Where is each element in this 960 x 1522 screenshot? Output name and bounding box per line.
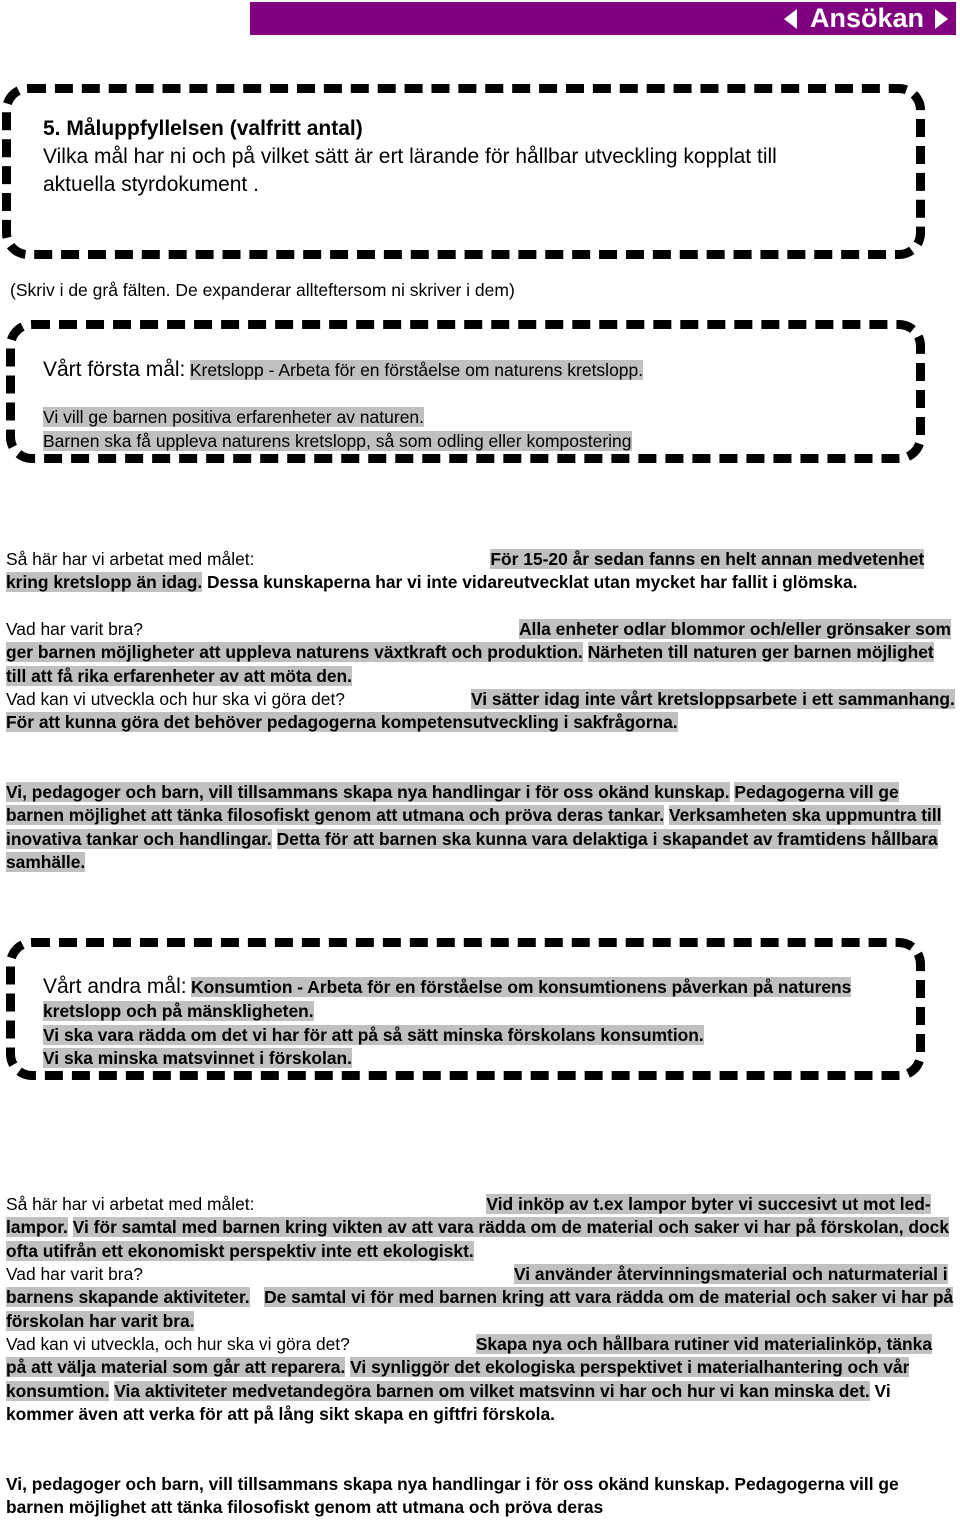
goal2-develop-label: Vad kan vi utveckla, och hur ska vi göra det? bbox=[6, 1334, 350, 1354]
goal1-closing-field1[interactable]: Vi, pedagoger och barn, vill tillsammans skapa nya handlingar i för oss okänd kunskap. bbox=[6, 782, 730, 802]
goal1-how-text2: Dessa kunskaperna har vi inte vidareutvecklat utan mycket har fallit i glömska. bbox=[207, 572, 858, 593]
goal1-title-field[interactable]: Kretslopp - Arbeta för en förståelse om naturens kretslopp. bbox=[189, 360, 644, 380]
goal2-how-field2[interactable]: Vi för samtal med barnen kring vikten av att vara rädda om de material och saker vi har på förskolan, dock ofta utifrån ett ekonomiskt perspektiv inte ett ekologiskt. bbox=[6, 1217, 950, 1261]
goal2-how-paragraph bbox=[6, 1193, 956, 1263]
goal2-line2-row bbox=[43, 1025, 704, 1046]
goal1-title-line bbox=[43, 358, 643, 382]
goal2-good-field2[interactable]: De samtal vi för med barnen kring att vara rädda om de material och saker vi har på förskolan har varit bra. bbox=[6, 1287, 954, 1331]
goal2-how-label: Så här har vi arbetat med målet: bbox=[6, 1194, 255, 1214]
arrow-right-icon[interactable] bbox=[935, 9, 948, 29]
goal2-good-field[interactable]: Vi använder återvinningsmaterial och naturmaterial i barnens skapande aktiviteter. bbox=[6, 1264, 948, 1308]
goal2-title-field[interactable]: Konsumtion - Arbeta för en förståelse om konsumtionens påverkan på naturens kretslopp och på mänskligheten. bbox=[43, 977, 852, 1022]
goal1-develop-field[interactable]: Vi sätter idag inte vårt kretsloppsarbete i ett sammanhang. bbox=[470, 689, 955, 709]
goal1-line2-row bbox=[43, 407, 424, 428]
section-question-line2: aktuella styrdokument . bbox=[43, 173, 259, 196]
goal1-develop-paragraph bbox=[6, 688, 956, 735]
goal1-good-paragraph bbox=[6, 618, 956, 688]
goal2-line3-field[interactable]: Vi ska minska matsvinnet i förskolan. bbox=[43, 1048, 352, 1068]
goal1-label: Vårt första mål: bbox=[43, 358, 186, 381]
goal1-good-field2[interactable]: Närheten till naturen ger barnen möjlighet till att få rika erfarenheter av att möta den. bbox=[6, 642, 934, 686]
goal1-line3-row bbox=[43, 431, 632, 452]
goal2-good-label: Vad har varit bra? bbox=[6, 1264, 143, 1284]
instruction-text: (Skriv i de grå fälten. De expanderar allteftersom ni skriver i dem) bbox=[10, 280, 515, 300]
goal2-closing-text2: Pedagogerna vill ge barnen möjlighet att tänka filosofiskt genom att utmana och pröva deras bbox=[6, 1474, 899, 1518]
goal2-develop-field3[interactable]: Via aktiviteter medvetandegöra barnen om vilket matsvinn vi har och hur vi kan minska det. bbox=[114, 1380, 870, 1401]
goal1-line2-field[interactable]: Vi vill ge barnen positiva erfarenheter av naturen. bbox=[43, 407, 425, 427]
header-title: Ansökan bbox=[809, 3, 924, 33]
goal2-closing-text1: Vi, pedagoger och barn, vill tillsammans skapa nya handlingar i för oss okänd kunskap. bbox=[6, 1474, 730, 1494]
section-question-line1: Vilka mål har ni och på vilket sätt är ert lärande för hållbar utveckling kopplat till bbox=[43, 145, 777, 168]
goal1-line3-field[interactable]: Barnen ska få uppleva naturens kretslopp, så som odling eller kompostering bbox=[43, 431, 632, 451]
section-heading: 5. Måluppfyllelsen (valfritt antal) bbox=[43, 117, 363, 140]
goal1-how-field[interactable]: För 15-20 år sedan fanns en helt annan medvetenhet kring kretslopp än idag. bbox=[6, 549, 925, 593]
goal2-develop-text4: Vi kommer även att verka för att på lång sikt skapa en giftfri förskola. bbox=[6, 1380, 891, 1424]
goal1-develop-label: Vad kan vi utveckla och hur ska vi göra det? bbox=[6, 689, 345, 709]
goal2-closing-paragraph bbox=[6, 1473, 956, 1520]
goal1-how-paragraph bbox=[6, 548, 956, 595]
goal2-label: Vårt andra mål: bbox=[43, 975, 187, 998]
goal2-line2-field[interactable]: Vi ska vara rädda om det vi har för att på så sätt minska förskolans konsumtion. bbox=[43, 1025, 704, 1045]
header-banner bbox=[250, 2, 956, 35]
goal2-develop-field[interactable]: Skapa nya och hållbara rutiner vid materialinköp, tänka på att välja material som går att reparera. bbox=[6, 1334, 933, 1378]
goal1-closing-field4[interactable]: Detta för att barnen ska kunna vara delaktiga i skapandet av framtidens hållbara samhälle. bbox=[6, 828, 938, 872]
goal2-develop-field2[interactable]: Vi synliggör det ekologiska perspektivet i materialhantering och vår konsumtion. bbox=[6, 1357, 910, 1401]
goal2-title-line bbox=[43, 975, 913, 1025]
goal1-closing-field2[interactable]: Pedagogerna vill ge barnen möjlighet att tänka filosofiskt genom att utmana och pröva deras tankar. bbox=[6, 782, 899, 826]
goal1-develop-field2[interactable]: För att kunna göra det behöver pedagogerna kompetensutveckling i sakfrågorna. bbox=[6, 712, 678, 733]
goal2-develop-paragraph bbox=[6, 1333, 956, 1426]
goal2-line3-row bbox=[43, 1048, 352, 1069]
arrow-left-icon[interactable] bbox=[784, 9, 797, 29]
goal1-good-field[interactable]: Alla enheter odlar blommor och/eller grönsaker som ger barnen möjligheter att uppleva naturens växtkraft och produktion. bbox=[6, 619, 951, 663]
goal1-closing-field3[interactable]: Verksamheten ska uppmuntra till inovativa tankar och handlingar. bbox=[6, 805, 942, 849]
goal2-good-paragraph bbox=[6, 1263, 956, 1333]
goal1-how-label: Så här har vi arbetat med målet: bbox=[6, 549, 255, 569]
goal1-closing-paragraph bbox=[6, 781, 956, 874]
goal2-how-field[interactable]: Vid inköp av t.ex lampor byter vi succesivt ut mot led-lampor. bbox=[6, 1194, 931, 1238]
goal1-good-label: Vad har varit bra? bbox=[6, 619, 143, 639]
question-box bbox=[2, 84, 925, 259]
